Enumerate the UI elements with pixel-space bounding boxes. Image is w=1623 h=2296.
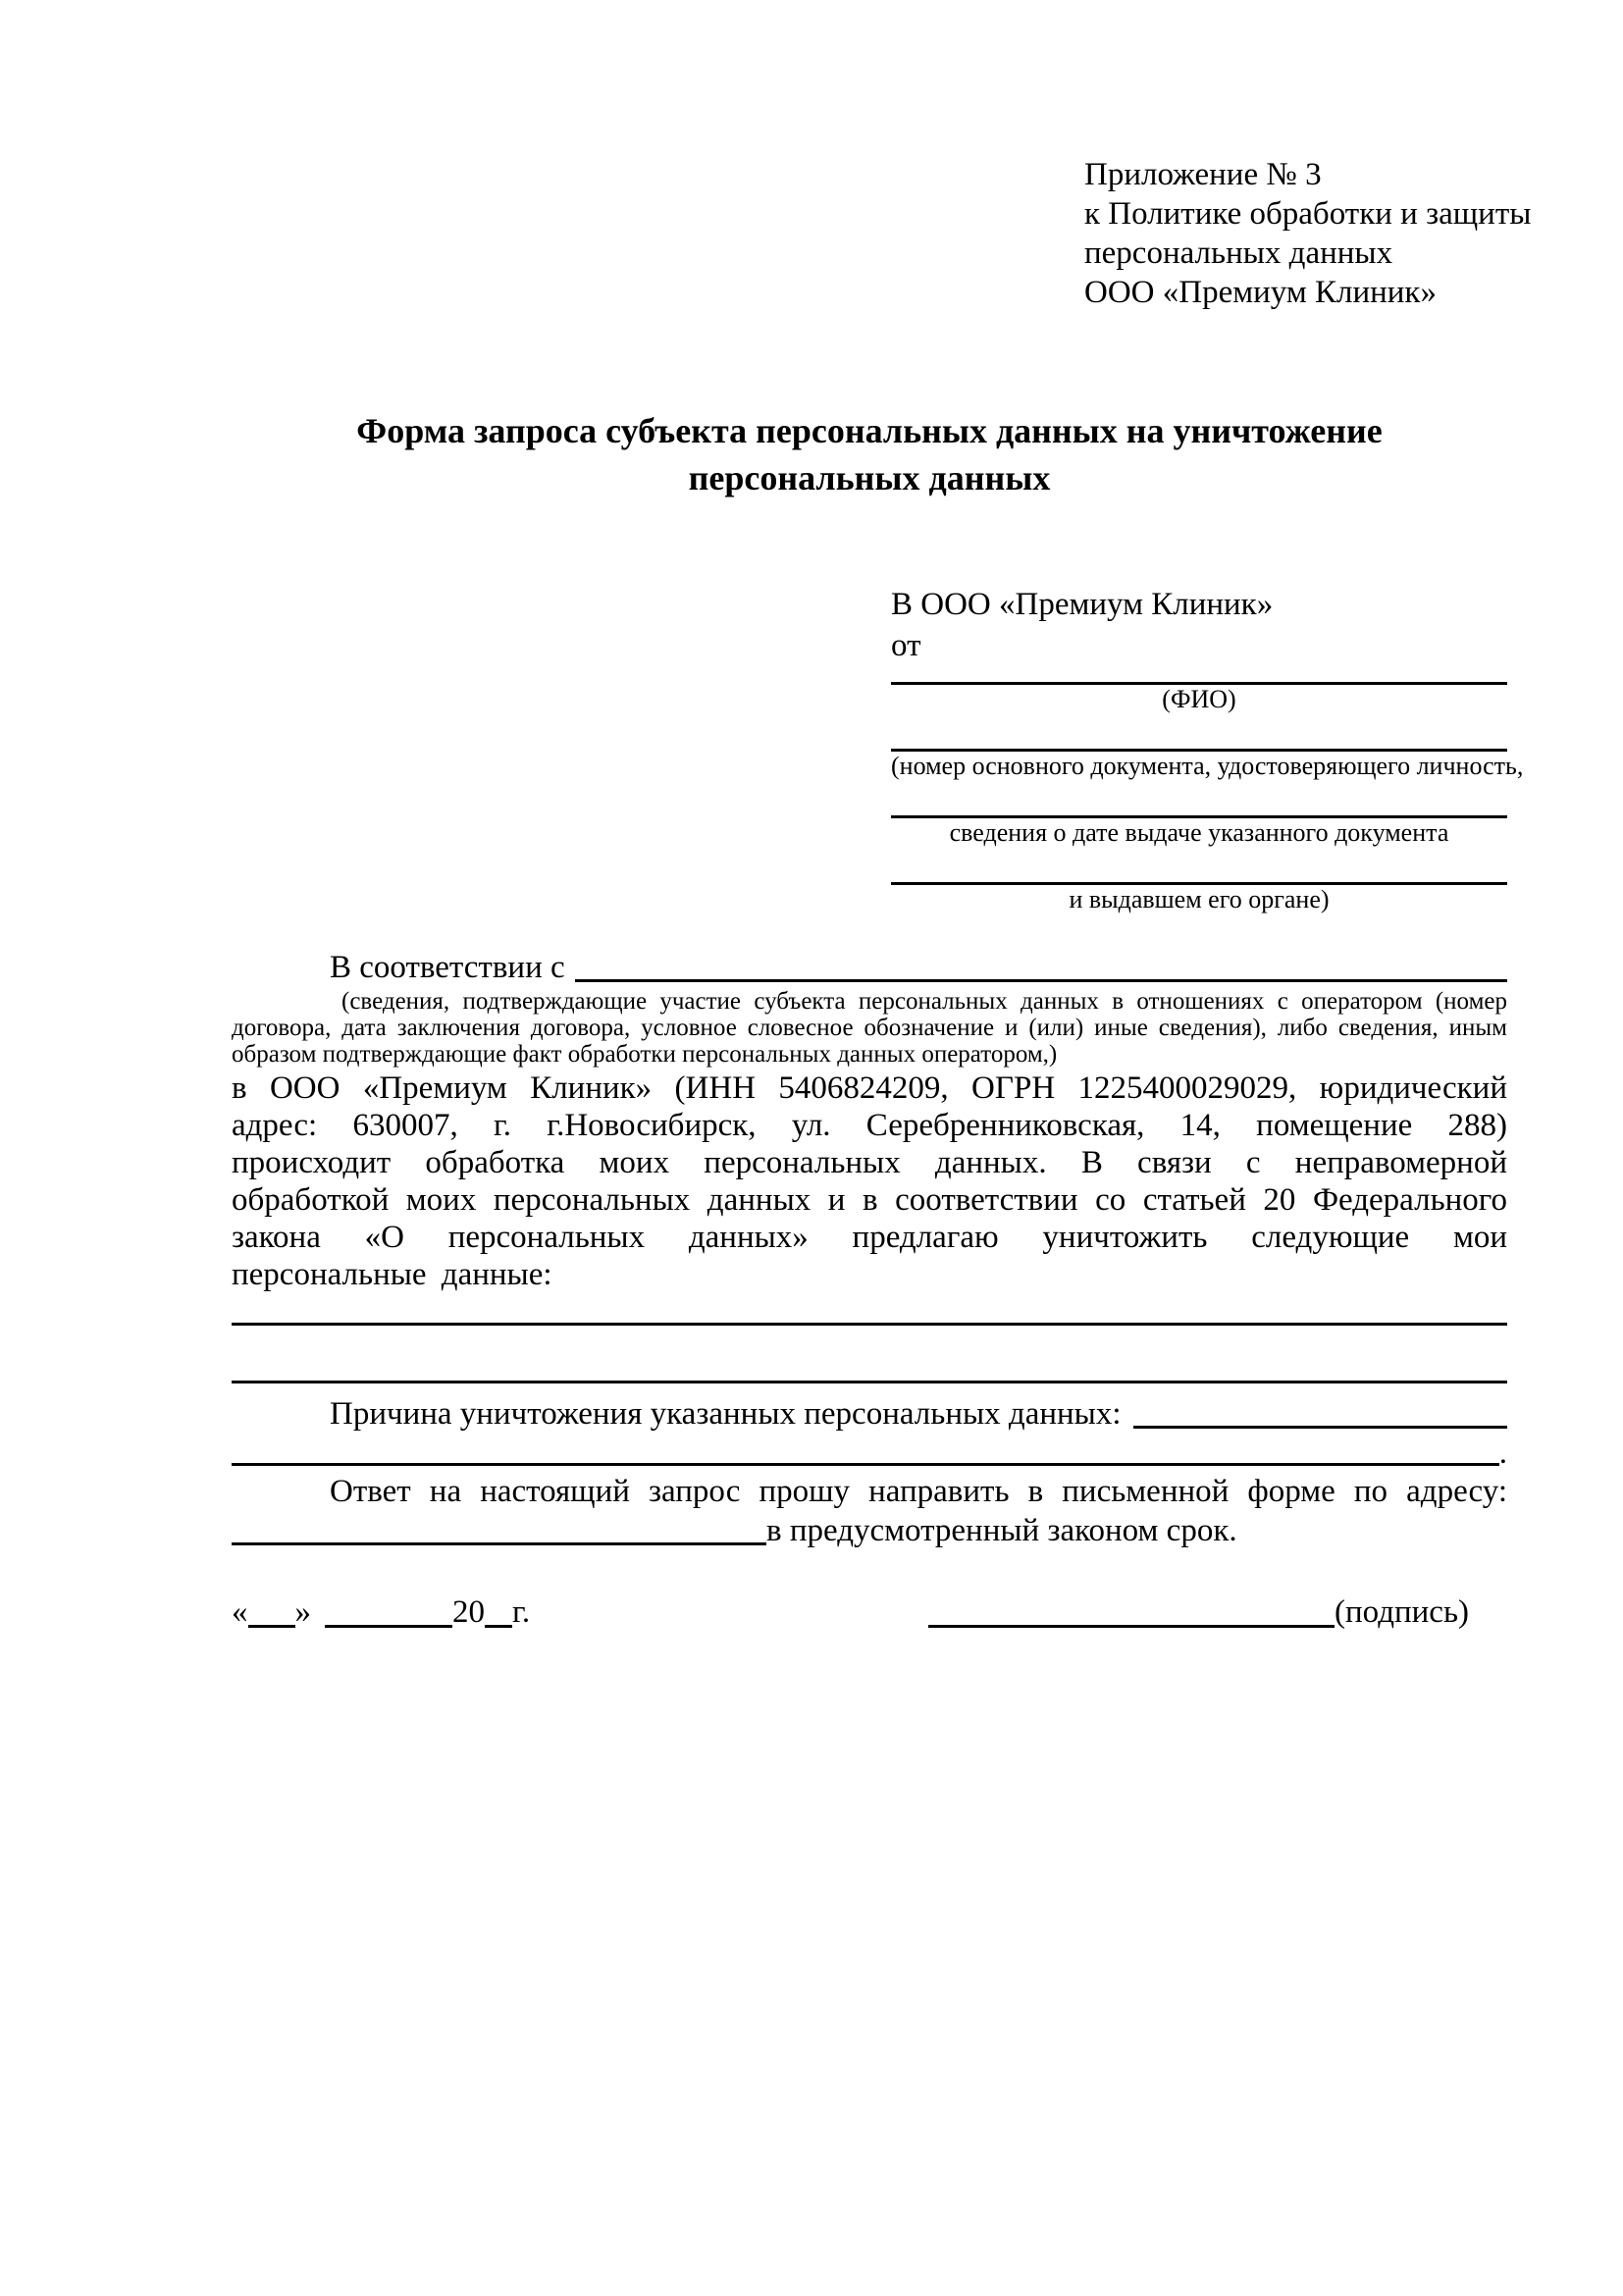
response-request-text: Ответ на настоящий запрос прошу направить в письменной форме по адресу: bbox=[330, 1474, 1507, 1509]
response-suffix-text: в предусмотренный законом срок. bbox=[766, 1513, 1237, 1548]
appendix-header-line-1: Приложение № 3 bbox=[1084, 157, 1322, 192]
appendix-header bbox=[1084, 155, 1532, 312]
main-paragraph: в ООО «Премиум Клиник» (ИНН 5406824209, ОГРН 1225400029029, юридический адрес: 630007, г. г.Новосибирск, ул. Серебренниковская, 14, помещение 288) происходит обработка моих персональных данных. В связи с неправомерной обработкой моих персональных данных и в соответствии со статьей 20 Федерального закона «О персональных данных» предлагаю уничтожить следующие мои персональные данные: bbox=[232, 1070, 1507, 1292]
addressee-block bbox=[891, 584, 1524, 914]
date-close-quote: » bbox=[294, 1594, 311, 1630]
accordance-blank-line bbox=[575, 979, 1507, 982]
identity-document-caption: (номер основного документа, удостоверяющего личность, bbox=[891, 752, 1524, 780]
addressee-from-label: от bbox=[891, 628, 921, 663]
signature-line bbox=[928, 1592, 1469, 1633]
fio-blank-line bbox=[891, 666, 1507, 685]
personal-data-blank-line-1 bbox=[232, 1293, 1507, 1326]
personal-data-blank-line-2 bbox=[232, 1326, 1507, 1383]
issuing-authority-caption: и выдавшем его органе) bbox=[1069, 885, 1330, 913]
sentence-period: . bbox=[1498, 1435, 1507, 1471]
date-line bbox=[232, 1592, 530, 1633]
document-title-line-1: Форма запроса субъекта персональных данных на уничтожение bbox=[356, 411, 1383, 450]
reason-blank-line-2 bbox=[232, 1437, 1499, 1466]
response-address-row bbox=[232, 1511, 1507, 1550]
date-signature-row bbox=[232, 1592, 1469, 1633]
reason-row bbox=[232, 1393, 1507, 1435]
appendix-header-line-2: к Политике обработки и защиты bbox=[1084, 196, 1532, 232]
address-blank-line bbox=[232, 1542, 766, 1545]
reason-blank-line-1 bbox=[1133, 1426, 1507, 1429]
date-month-blank bbox=[325, 1625, 452, 1628]
accordance-row bbox=[232, 947, 1507, 988]
signature-blank bbox=[928, 1625, 1335, 1628]
accordance-prefix-text: В соответствии с bbox=[330, 950, 565, 985]
appendix-header-line-4: ООО «Премиум Клиник» bbox=[1084, 275, 1437, 310]
document-title-line-2: персональных данных bbox=[688, 458, 1051, 497]
fio-caption: (ФИО) bbox=[1162, 685, 1236, 713]
reason-continuation-row bbox=[232, 1435, 1507, 1471]
date-year-suffix: г. bbox=[512, 1594, 531, 1630]
date-year-prefix: 20 bbox=[452, 1594, 485, 1630]
identity-document-blank-line bbox=[891, 714, 1507, 752]
accordance-footnote: (сведения, подтверждающие участие субъекта персональных данных в отношениях с оператором (номер договора, дата заключения договора, условное словесное обозначение и (или) иные сведения), либо сведения, иным образом подтверждающие факт обработки персональных данных оператором,) bbox=[232, 988, 1507, 1068]
addressee-to: В ООО «Премиум Клиник» bbox=[891, 587, 1274, 622]
issue-date-blank-line bbox=[891, 781, 1507, 818]
signature-caption: (подпись) bbox=[1335, 1594, 1469, 1630]
date-day-blank bbox=[248, 1625, 295, 1628]
date-open-quote: « bbox=[232, 1594, 248, 1630]
issue-date-caption: сведения о дате выдаче указанного документа bbox=[949, 818, 1449, 847]
reason-label: Причина уничтожения указанных персональных данных: bbox=[330, 1396, 1122, 1432]
document-title bbox=[232, 407, 1507, 501]
date-year-blank bbox=[485, 1625, 512, 1628]
issuing-authority-blank-line bbox=[891, 848, 1507, 885]
appendix-header-line-3: персональных данных bbox=[1084, 235, 1393, 271]
